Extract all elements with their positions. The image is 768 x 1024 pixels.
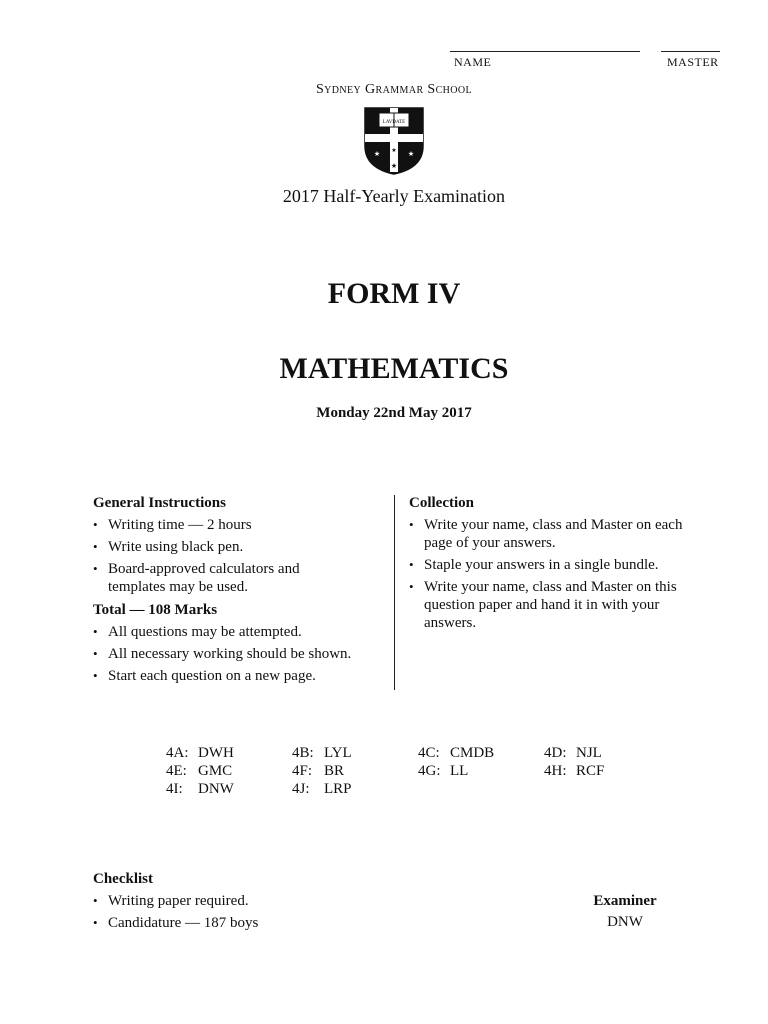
svg-text:★: ★ xyxy=(407,150,415,158)
list-item: • Writing paper required. xyxy=(93,892,393,910)
svg-text:★: ★ xyxy=(373,150,381,158)
checklist-heading: Checklist xyxy=(93,871,153,887)
list-item: • Writing time — 2 hours xyxy=(93,516,383,534)
class-cell xyxy=(418,763,468,780)
exam-date: Monday 22nd May 2017 xyxy=(316,405,472,421)
svg-text:★: ★ xyxy=(390,162,398,170)
class-teacher: GMC xyxy=(198,763,233,779)
class-cell xyxy=(418,745,494,762)
class-teacher: LYL xyxy=(324,745,352,761)
class-cell xyxy=(544,745,602,762)
list-item: • All questions may be attempted. xyxy=(93,623,383,641)
list-item: • All necessary working should be shown. xyxy=(93,645,383,663)
class-teacher: LL xyxy=(450,763,469,779)
class-cell xyxy=(544,763,604,780)
class-cell xyxy=(166,781,234,798)
name-label: NAME xyxy=(454,55,492,69)
class-teacher: DNW xyxy=(198,781,234,797)
class-cell xyxy=(166,745,234,762)
class-code: 4J: xyxy=(292,781,310,797)
class-teacher: DWH xyxy=(198,745,234,761)
examiner-heading: Examiner xyxy=(593,893,657,909)
examiner-name: DNW xyxy=(607,914,643,930)
class-code: 4D: xyxy=(544,745,567,761)
total-heading: Total — 108 Marks xyxy=(93,602,218,618)
class-cell xyxy=(292,745,352,762)
class-cell xyxy=(292,781,352,798)
class-teacher: BR xyxy=(324,763,345,779)
name-line xyxy=(450,51,640,52)
class-code: 4H: xyxy=(544,763,567,779)
examiner xyxy=(570,893,680,931)
class-code: 4I: xyxy=(166,781,183,797)
class-code: 4E: xyxy=(166,763,187,779)
master-label: MASTER xyxy=(667,55,719,69)
class-teacher: CMDB xyxy=(450,745,495,761)
school-crest xyxy=(363,106,425,176)
master-line xyxy=(661,51,720,52)
class-cell xyxy=(292,763,344,780)
class-code: 4F: xyxy=(292,763,313,779)
form-title: FORM IV xyxy=(327,277,461,310)
class-code: 4B: xyxy=(292,745,314,761)
class-teacher: LRP xyxy=(324,781,352,797)
class-code: 4G: xyxy=(418,763,441,779)
class-row xyxy=(166,763,636,781)
subject-title: MATHEMATICS xyxy=(279,352,509,385)
list-item: • Write your name, class and Master on this question paper and hand it in with your answers. xyxy=(409,578,694,632)
checklist xyxy=(93,871,393,936)
list-item: • Staple your answers in a single bundle. xyxy=(409,556,694,574)
class-cell xyxy=(166,763,232,780)
collection-instructions xyxy=(409,495,694,636)
list-item: • Write using black pen. xyxy=(93,538,383,556)
svg-text:★: ★ xyxy=(391,148,397,154)
general-instructions-heading: General Instructions xyxy=(93,495,226,511)
exam-title: 2017 Half-Yearly Examination xyxy=(282,186,506,206)
school-name: Sydney Grammar School xyxy=(315,82,473,97)
crest-shield-icon xyxy=(363,106,425,176)
list-item: • Write your name, class and Master on each page of your answers. xyxy=(409,516,684,552)
class-teacher: NJL xyxy=(576,745,602,761)
class-list xyxy=(166,745,636,799)
list-item: • Candidature — 187 boys xyxy=(93,914,393,932)
class-row xyxy=(166,781,636,799)
list-item: • Board-approved calculators and templates may be used. xyxy=(93,560,328,596)
general-instructions xyxy=(93,495,383,689)
crest-motto: LAVDATE xyxy=(382,120,406,125)
class-row xyxy=(166,745,636,763)
class-code: 4C: xyxy=(418,745,440,761)
list-item: • Start each question on a new page. xyxy=(93,667,383,685)
class-teacher: RCF xyxy=(576,763,605,779)
collection-heading: Collection xyxy=(409,495,474,511)
class-code: 4A: xyxy=(166,745,189,761)
column-divider xyxy=(394,495,395,690)
